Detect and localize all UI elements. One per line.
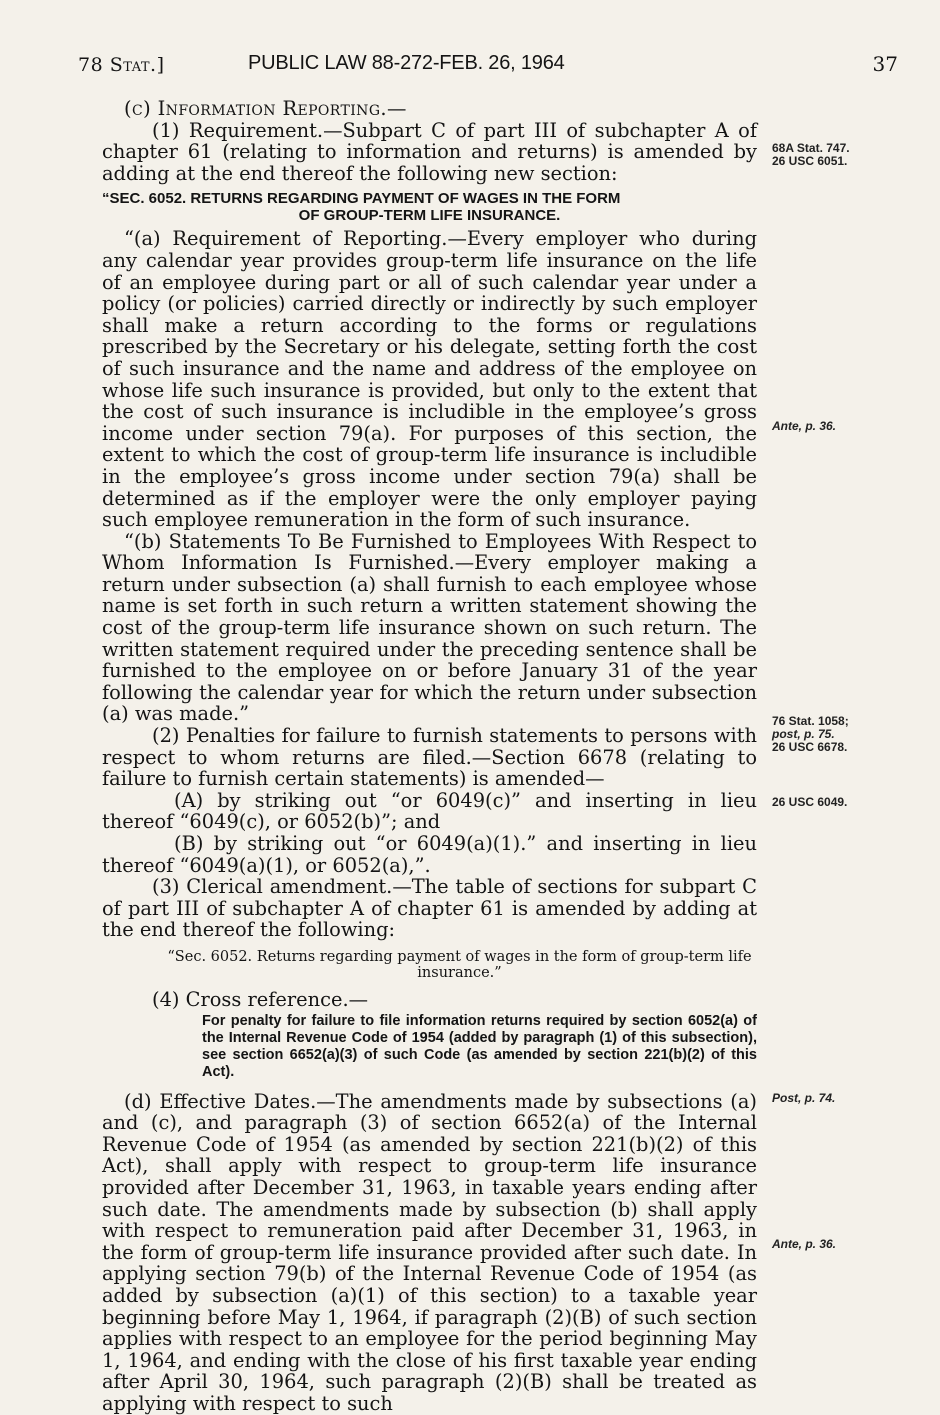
margin-note-68a-stat: 68A Stat. 747. 26 USC 6051.	[772, 141, 850, 168]
cross-reference-text: For penalty for failure to file information returns required by section 6052(a) of the Internal Revenue Code of 1954 (added by paragraph (1) of this subsection), see section 6652(a)(3) of such Code (as amended by section 221(b)(2) of this Act).	[202, 1012, 757, 1080]
margin-note-ante-36-b: Ante, p. 36.	[772, 1237, 837, 1251]
margin-note-post-74: Post, p. 74.	[772, 1091, 836, 1105]
clause-2a: (A) by striking out “or 6049(c)” and inserting in lieu thereof “6049(c), or 6052(b)”; and	[102, 788, 757, 834]
section-heading-line-1: “SEC. 6052. RETURNS REGARDING PAYMENT OF WAGES IN THE FORM	[102, 190, 621, 208]
margin-note-26usc-6049: 26 USC 6049.	[772, 795, 848, 809]
paragraph-c1: (1) Requirement.—Subpart C of part III of subchapter A of chapter 61 (relating to information and returns) is amended by adding at the end thereof the following new section:	[102, 118, 757, 185]
public-law-title: PUBLIC LAW 88-272-FEB. 26, 1964	[248, 52, 565, 74]
paragraph-c2-penalties: (2) Penalties for failure to furnish statements to persons with respect to whom returns are filed.—Section 6678 (relating to failure to furnish certain statements) is amended—	[102, 724, 757, 791]
subsection-c-heading: (c) Information Reporting.—	[124, 97, 407, 120]
margin-note-ante-36: Ante, p. 36.	[772, 419, 837, 433]
statute-text	[102, 98, 757, 1414]
subsection-d-effective-dates: (d) Effective Dates.—The amendments made by subsections (a) and (c), and paragraph (3) of section 6652(a) of the Internal Revenue Code of 1954 (as amended by section 221(b)(2) of this Act), shall apply with respect to group-term life insurance provided after December 31, 1963, in taxable years ending after such date. The amendments made by subsection (b) shall apply with respect to remuneration paid after December 31, 1963, in the form of group-term life insurance provided after such date. In applying section 79(b) of the Internal Revenue Code of 1954 (as added by subsection (a)(1) of this section) to a taxable year beginning before May 1, 1964, if paragraph (2)(B) of such section applies with respect to an employee for the period beginning May 1, 1964, and ending with the close of his first taxable year ending after April 30, 1964, such paragraph (2)(B) shall be treated as applying with respect to such	[102, 1089, 757, 1415]
page-header	[78, 52, 898, 82]
paragraph-c4-cross-reference: (4) Cross reference.—	[152, 987, 368, 1011]
page-number: 37	[872, 52, 898, 76]
subsection-a-requirement: “(a) Requirement of Reporting.—Every employer who during any calendar year provides group-term life insurance on the life of an employee during part or all of such calendar year under a policy (or policies) carried directly or indirectly by such employer shall make a return according to the forms or regulations prescribed by the Secretary or his delegate, setting forth the cost of such insurance and the name and address of the employee on whose life such insurance is provided, but only to the extent that the cost of such insurance is includible in the employee’s gross income under section 79(a). For purposes of this section, the extent to which the cost of group-term life insurance is includible in the employee’s gross income under section 79(a) shall be determined as if the employer were the only employer paying such employee remuneration in the form of such insurance.	[102, 227, 757, 532]
section-heading-line-2: OF GROUP-TERM LIFE INSURANCE.	[298, 207, 561, 225]
paragraph-c3-clerical: (3) Clerical amendment.—The table of sections for subpart C of part III of subchapter A of chapter 61 is amended by adding at the end thereof the following:	[102, 875, 757, 942]
margin-note-76-stat: 76 Stat. 1058; post, p. 75. 26 USC 6678.	[772, 714, 849, 754]
section-6052-heading	[102, 190, 757, 224]
statute-reference: 78 Stat.]	[78, 54, 165, 76]
table-of-sections-entry: “Sec. 6052. Returns regarding payment of wages in the form of group-term life insurance.”	[167, 948, 752, 981]
clause-2b: (B) by striking out “or 6049(a)(1).” and inserting in lieu thereof “6049(a)(1), or 6052(a),”.	[102, 832, 757, 877]
subsection-b-statements: “(b) Statements To Be Furnished to Employees With Respect to Whom Information Is Furnished.—Every employer making a return under subsection (a) shall furnish to each employee whose name is set forth in such return a written statement showing the cost of the group-term life insurance shown on such return. The written statement required under the preceding sentence shall be furnished to the employee on or before January 31 of the year following the calendar year for which the return under subsection (a) was made.”	[102, 529, 757, 726]
